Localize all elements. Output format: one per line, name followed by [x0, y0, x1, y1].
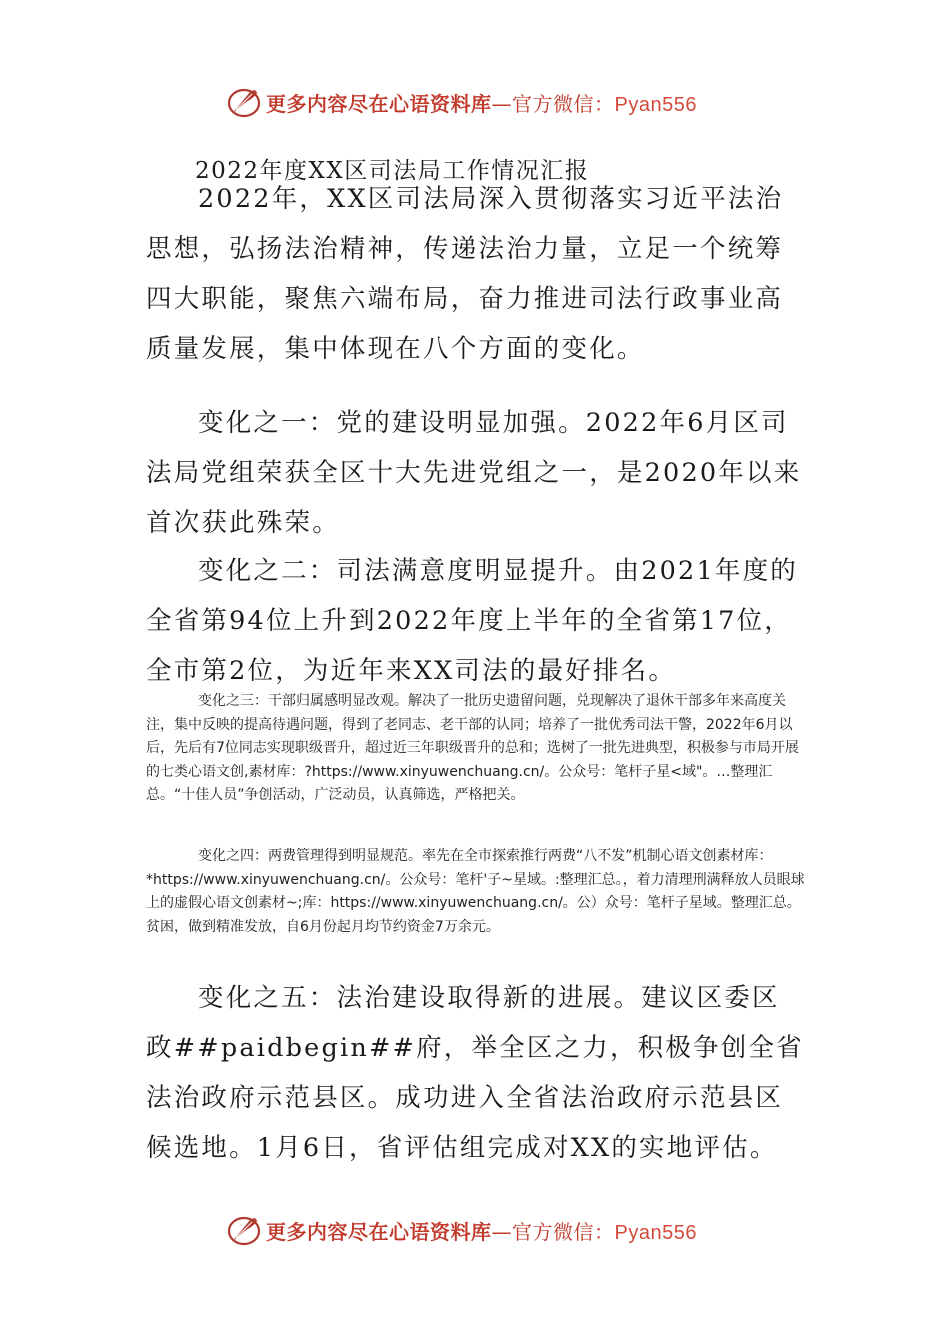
quill-logo-icon: [226, 84, 262, 120]
banner-wechat-id: Pyan556: [614, 1221, 697, 1244]
banner-dash: —: [491, 1219, 512, 1244]
paragraph-change-3: 变化之三：干部归属感明显改观。解决了一批历史遗留问题，兑现解决了退休干部多年来高度关注，集中反映的提高待遇问题，得到了老同志、老干部的认同；培养了一批优秀司法干警，2022年6月以后，先后有7位同志实现职级晋升，超过近三年职级晋升的总和；选树了一批先进典型，积极参与市局开展的七类心语文创,素材库：?https://www.xinyuwenchuang.cn/。公众号：笔杆子星<域"。…整理汇总。“十佳人员”争创活动，广泛动员，认真筛选，严格把关。: [146, 693, 799, 803]
paragraph-change-5: 变化之五：法治建设取得新的进展。建议区委区政##paidbegin##府，举全区之力，积极争创全省法治政府示范县区。成功进入全省法治政府示范县区候选地。1月6日，省评估组完成对XX的实地评估。: [146, 983, 804, 1163]
banner-site-text: 更多内容尽在心语资料库: [266, 91, 492, 116]
banner-site-text: 更多内容尽在心语资料库: [266, 1219, 492, 1244]
document-title: 2022年度XX区司法局工作情况汇报: [195, 158, 590, 184]
banner-label: 官方微信：: [512, 91, 615, 116]
banner-text: [266, 88, 697, 117]
paragraph-change-4: 变化之四：两费管理得到明显规范。率先在全市探索推行两费“八不发”机制心语文创素材库：*https://www.xinyuwenchuang.cn/。公众号：笔杆'子~星域。:整理汇总。，着力清理刑满释放人员眼球上的虚假心语文创素材~;库：https://www.xinyuwenchuang.cn/。公）众号：笔杆子星域。整理汇总。贫困，做到精准发放，自6月份起月均节约资金7万余元。: [146, 848, 805, 935]
banner-text: [266, 1216, 697, 1245]
header-watermark-banner: [226, 82, 746, 122]
paragraph-change-2: 变化之二：司法满意度明显提升。由2021年度的全省第94位上升到2022年度上半年的全省第17位，全市第2位，为近年来XX司法的最好排名。: [146, 556, 798, 686]
banner-label: 官方微信：: [512, 1219, 615, 1244]
paragraph-intro: 2022年，XX区司法局深入贯彻落实习近平法治思想，弘扬法治精神，传递法治力量，立足一个统筹四大职能，聚焦六端布局，奋力推进司法行政事业高质量发展，集中体现在八个方面的变化。: [146, 184, 784, 364]
paragraph-change-1: 变化之一：党的建设明显加强。2022年6月区司法局党组荣获全区十大先进党组之一，是2020年以来首次获此殊荣。: [146, 408, 802, 538]
banner-dash: —: [491, 91, 512, 116]
footer-watermark-banner: [226, 1210, 746, 1250]
quill-logo-icon: [226, 1212, 262, 1248]
banner-wechat-id: Pyan556: [614, 93, 697, 116]
